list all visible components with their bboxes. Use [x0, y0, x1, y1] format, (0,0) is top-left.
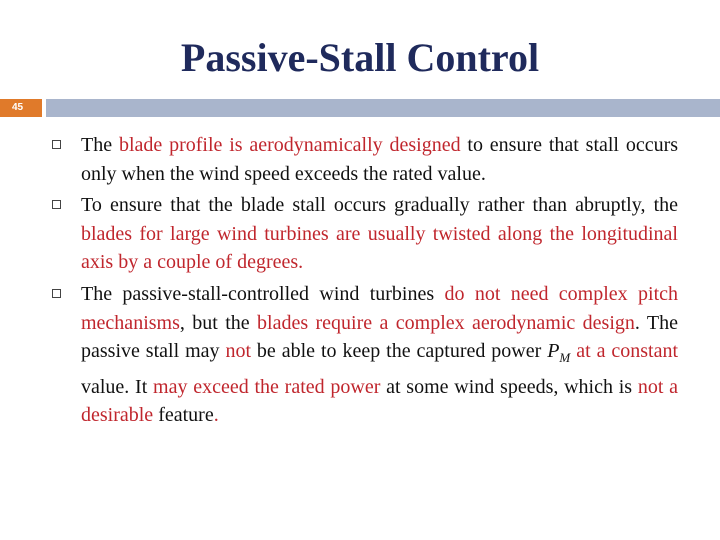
bullet-item [52, 191, 678, 277]
text-run: value. It [81, 375, 154, 398]
bullet-text [81, 194, 678, 273]
bullet-list [52, 131, 678, 433]
text-run: The passive-stall-controlled wind turbines [81, 282, 445, 305]
highlight-run: blades require a complex aerodynamic design [257, 311, 635, 334]
highlight-run: not a desirable [81, 375, 679, 427]
bullet-item [52, 280, 678, 430]
highlight-run: do not need complex pitch mechanisms [81, 282, 678, 334]
bullet-text [81, 283, 678, 426]
text-run: . The passive stall may [81, 311, 679, 363]
highlight-run: at a constant [576, 340, 679, 363]
square-bullet-icon [52, 289, 61, 298]
text-run: , but the [179, 311, 258, 334]
square-bullet-icon [52, 200, 61, 209]
power-subscript: M [559, 350, 571, 366]
square-bullet-icon [52, 140, 61, 149]
slide-number: 45 [0, 99, 42, 117]
text-run: To ensure that the blade stall occurs gradually rather than abruptly, the [81, 194, 678, 217]
slide-title: Passive-Stall Control [180, 35, 540, 80]
highlight-run: may exceed the rated power [153, 375, 381, 398]
highlight-run: not [225, 340, 251, 363]
highlight-run: . [213, 404, 219, 427]
text-run: be able to keep the captured power [251, 340, 548, 363]
header-band [46, 99, 720, 117]
highlight-run: blade profile is aerodynamically designed [118, 134, 461, 156]
text-run: The [81, 134, 119, 156]
power-symbol: P [547, 340, 560, 363]
bullet-text [81, 134, 678, 185]
text-run: feature [153, 404, 214, 427]
text-run: to ensure that stall occurs only when the wind speed exceeds the rated value. [81, 134, 679, 185]
bullet-item [52, 131, 678, 188]
highlight-run: blades for large wind turbines are usually twisted along the longitudinal axis by a couple of degrees. [81, 222, 678, 274]
text-run: at some wind speeds, which is [380, 375, 638, 398]
header-bar [0, 99, 720, 117]
